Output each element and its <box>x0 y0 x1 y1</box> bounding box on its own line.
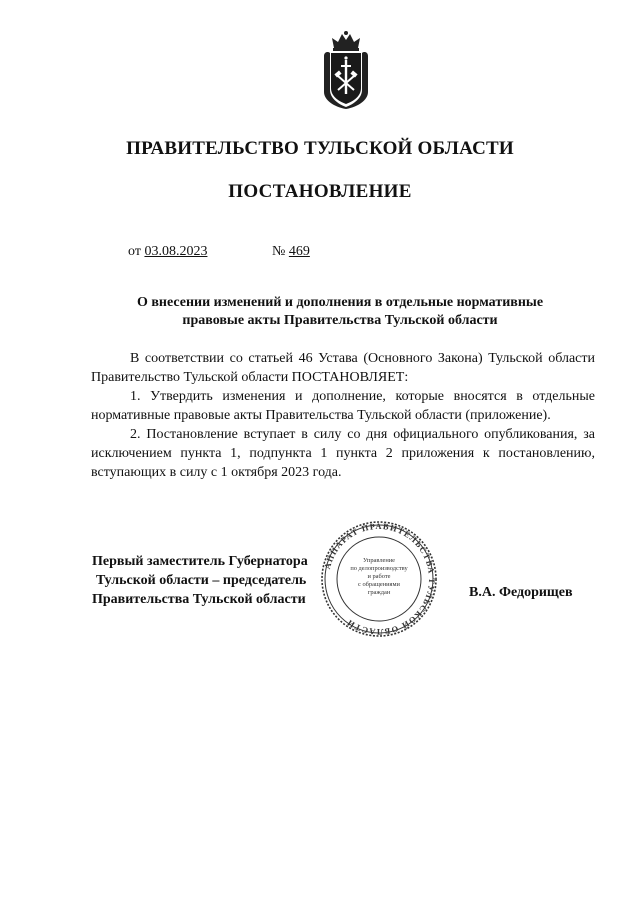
date-value: 03.08.2023 <box>144 244 208 259</box>
organization-title: ПРАВИТЕЛЬСТВО ТУЛЬСКОЙ ОБЛАСТИ <box>126 138 514 159</box>
seal-inner-line: по делопроизводству <box>350 565 408 572</box>
date-prefix: от <box>128 244 141 259</box>
coat-of-arms-icon <box>318 30 374 110</box>
svg-text:АППАРАТ ПРАВИТЕЛЬСТВА ТУЛЬСКОЙ: АППАРАТ ПРАВИТЕЛЬСТВА ТУЛЬСКОЙ ОБЛАСТИ <box>322 520 438 638</box>
document-date <box>128 244 207 260</box>
seal-inner-line: граждан <box>367 589 391 596</box>
subject-line: правовые акты Правительства Тульской области <box>182 313 498 328</box>
seal-inner-line: и работе <box>367 573 391 580</box>
position-line: Правительства Тульской области <box>92 592 306 607</box>
signatory-position <box>92 552 308 609</box>
body-paragraph: В соответствии со статьей 46 Устава (Основного Закона) Тульской области Правительство Тульской области ПОСТАНОВЛЯЕТ: <box>91 351 595 385</box>
position-line: Первый заместитель Губернатора <box>92 554 308 569</box>
body-paragraph: 1. Утвердить изменения и дополнение, которые вносятся в отдельные нормативные правовые акты Правительства Тульской области (приложение). <box>91 389 595 423</box>
document-body <box>91 349 595 482</box>
document-type: ПОСТАНОВЛЕНИЕ <box>228 181 412 202</box>
body-paragraph: 2. Постановление вступает в силу со дня официального опубликования, за исключением пункта 1, подпункта 1 пункта 2 приложения к постановлению, вступающих в силу с 1 октября 2023 года. <box>91 427 595 480</box>
document-number <box>272 244 310 260</box>
seal-inner-line: Управление <box>362 557 396 564</box>
official-stamp-icon <box>318 520 440 638</box>
position-line: Тульской области – председатель <box>96 573 307 588</box>
signatory-name: В.А. Федорищев <box>469 585 573 600</box>
number-value: 469 <box>288 244 310 259</box>
document-subject <box>100 294 580 330</box>
subject-line: О внесении изменений и дополнения в отдельные нормативные <box>136 295 544 310</box>
number-prefix: № <box>272 244 286 259</box>
seal-inner-line: с обращениями <box>358 581 400 588</box>
